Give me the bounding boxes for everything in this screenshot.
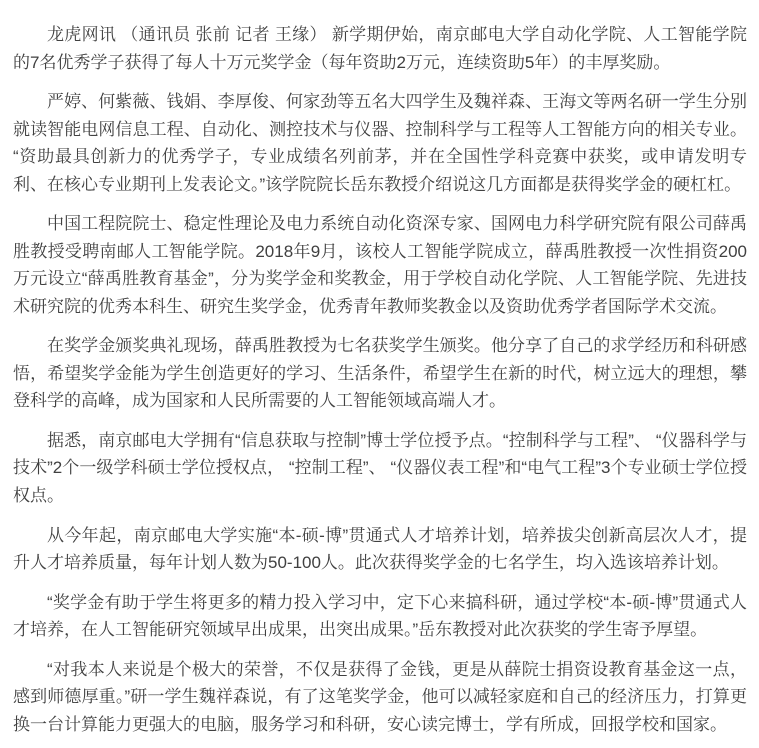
article-paragraph: “奖学金有助于学生将更多的精力投入学习中，定下心来搞科研，通过学校“本-硕-博”贯通式人才培养，在人工智能研究领域早出成果，出突出成果。”岳东教授对此次获奖的学生寄予厚望。 — [13, 592, 747, 640]
article-paragraph: 在奖学金颁奖典礼现场，薛禹胜教授为七名获奖学生颁奖。他分享了自己的求学经历和科研感悟，希望奖学金能为学生创造更好的学习、生活条件，希望学生在新的时代，树立远大的理想，攀登科学的高峰，成为国家和人民所需要的人工智能领域高端人才。 — [13, 336, 747, 411]
article-paragraph: “对我本人来说是个极大的荣誉，不仅是获得了金钱，更是从薛院士捐资设教育基金这一点，感到师德厚重。”研一学生魏祥森说，有了这笔奖学金，他可以减轻家庭和自己的经济压力，打算更换一台计算能力更强大的电脑，服务学习和科研，安心读完博士，学有所成，回报学校和国家。 — [13, 659, 747, 734]
article-paragraph: 从今年起，南京邮电大学实施“本-硕-博”贯通式人才培养计划，培养拔尖创新高层次人才，提升人才培养质量，每年计划人数为50-100人。此次获得奖学金的七名学生，均入选该培养计划。 — [13, 525, 747, 573]
article-paragraph: 据悉，南京邮电大学拥有“信息获取与控制”博士学位授予点。“控制科学与工程”、 “仪器科学与技术”2个一级学科硕士学位授权点， “控制工程”、 “仪器仪表工程”和“电气工程”3个专业硕士学位授权点。 — [13, 430, 747, 505]
article-paragraph: 龙虎网讯 （通讯员 张前 记者 王缘） 新学期伊始，南京邮电大学自动化学院、人工智能学院的7名优秀学子获得了每人十万元奖学金（每年资助2万元，连续资助5年）的丰厚奖励。 — [13, 25, 747, 72]
article-paragraph: 中国工程院院士、稳定性理论及电力系统自动化资深专家、国网电力科学研究院有限公司薛禹胜教授受聘南邮人工智能学院。2018年9月，该校人工智能学院成立，薛禹胜教授一次性捐资200万元设立“薛禹胜教育基金”，分为奖学金和奖教金，用于学校自动化学院、人工智能学院、先进技术研究院的优秀本科生、研究生奖学金，优秀青年教师奖教金以及资助优秀学者国际学术交流。 — [13, 214, 747, 316]
article-paragraph: 严婷、何紫薇、钱娟、李厚俊、何家劲等五名大四学生及魏祥森、王海文等两名研一学生分别就读智能电网信息工程、自动化、测控技术与仪器、控制科学与工程等人工智能方向的相关专业。“资助最具创新力的优秀学子，专业成绩名列前茅，并在全国性学科竞赛中获奖，或申请发明专利、在核心专业期刊上发表论文。”该学院院长岳东教授介绍说这几方面都是获得奖学金的硬杠杠。 — [13, 92, 747, 194]
